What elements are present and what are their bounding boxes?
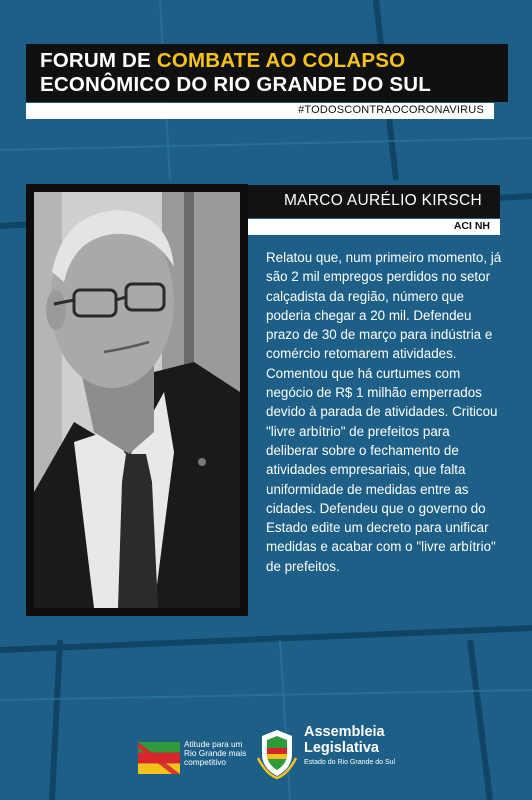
title-line-1: FORUM DE COMBATE AO COLAPSO [40, 49, 406, 72]
speaker-organization: ACI NH [453, 220, 490, 232]
assembly-logo [304, 724, 414, 780]
statement-text: Relatou que, num primeiro momento, já são 2 mil empregos perdidos no setor calçadista da região, número que poderia chegar a 20 mil. Defendeu prazo de 30 de março para indústria e comércio retomarem atividades. Comentou que há curtumes com negócio de R$ 1 milhão emperrados devido à parada de atividades. Criticou "livre arbítrio" de prefeitos para deliberar sobre o fechamento de atividades empresariais, que falta uniformidade de medidas entre as cidades. Defendeu que o governo do Estado edite um decreto para unificar medidas e acabar com o "livre arbítrio" de prefeitos. [266, 250, 502, 574]
title-highlight: COMBATE AO COLAPSO [156, 49, 406, 72]
assembly-title: Assembleia Legislativa [304, 724, 385, 756]
speaker-name-box [248, 185, 500, 218]
rs-flag-icon [138, 742, 180, 774]
state-crest-icon [256, 728, 298, 780]
hashtag: #TODOSCONTRAOCORONAVIRUS [298, 104, 484, 116]
speaker-name: MARCO AURÉLIO KIRSCH [283, 192, 482, 209]
hashtag-bar [26, 103, 494, 119]
title-box [26, 44, 508, 102]
campaign-logo [138, 738, 253, 782]
campaign-text: Atitude para um Rio Grande mais competitivo [184, 739, 247, 767]
assembly-subtitle: Estado do Rio Grande do Sul [304, 759, 396, 766]
title-line-2: ECONÔMICO DO RIO GRANDE DO SUL [40, 73, 431, 96]
speaker-photo [26, 184, 248, 616]
organization-bar [248, 219, 500, 235]
